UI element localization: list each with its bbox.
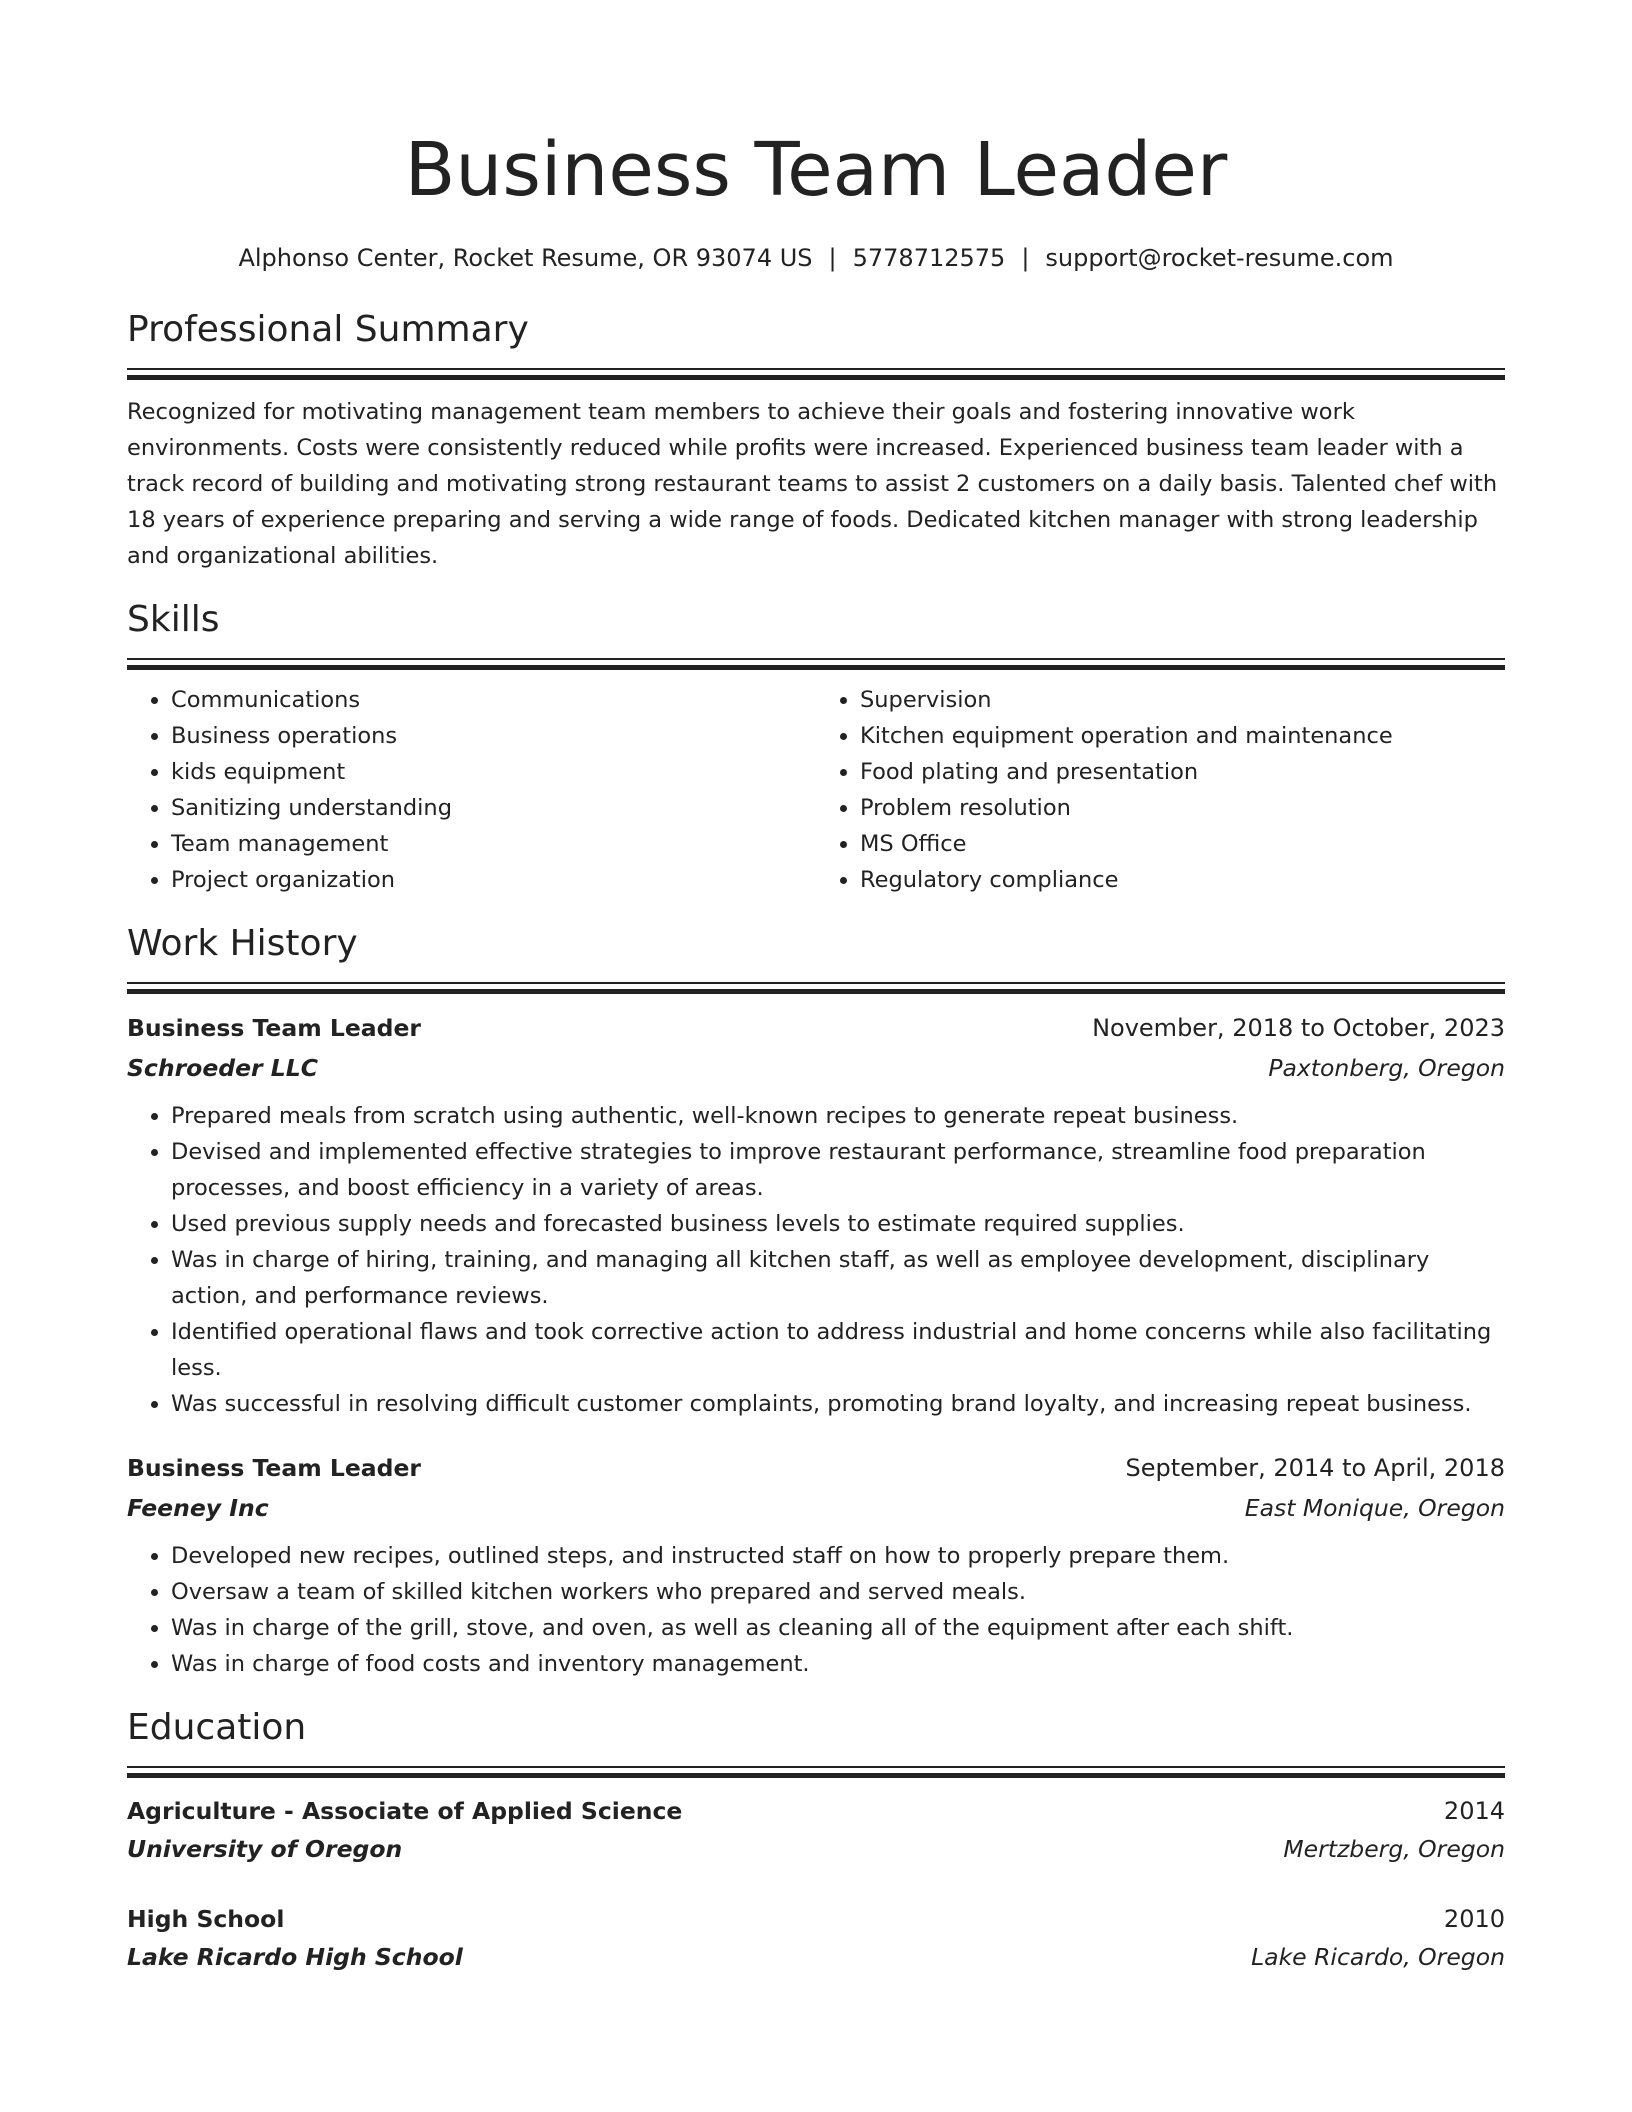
skills-column-left — [127, 682, 816, 898]
job-bullet: • Identified operational flaws and took corrective action to address industrial and home concerns while also facilitating less. — [171, 1314, 1505, 1386]
job-bullet: • Prepared meals from scratch using authentic, well-known recipes to generate repeat business. — [171, 1098, 1505, 1134]
education-location: Lake Ricardo, Oregon — [1251, 1943, 1505, 1971]
education-school: Lake Ricardo High School — [127, 1943, 463, 1971]
contact-email: support@rocket-resume.com — [1045, 244, 1394, 272]
section-divider — [127, 658, 1505, 670]
contact-address: Alphonso Center, Rocket Resume, OR 93074 US — [238, 244, 813, 272]
work-title: Work History — [127, 923, 358, 964]
job-dates: September, 2014 to April, 2018 — [1125, 1454, 1505, 1482]
job-title: Business Team Leader — [127, 1454, 422, 1482]
section-divider — [127, 368, 1505, 380]
job-dates: November, 2018 to October, 2023 — [1092, 1014, 1505, 1042]
skills-title: Skills — [127, 599, 220, 640]
job-header — [127, 1008, 1505, 1048]
contact-separator: | — [828, 244, 837, 272]
section-divider — [127, 982, 1505, 994]
summary-title: Professional Summary — [127, 309, 529, 350]
education-title: Education — [127, 1707, 307, 1748]
skill-item: • Regulatory compliance — [860, 862, 1505, 898]
job-bullets — [127, 1098, 1505, 1422]
education-header — [127, 1792, 1505, 1830]
job-location: East Monique, Oregon — [1244, 1494, 1505, 1522]
education-degree: High School — [127, 1905, 285, 1933]
education-entry — [127, 1792, 1505, 1868]
job-company: Feeney Inc — [127, 1494, 269, 1522]
skill-item: • Business operations — [171, 718, 816, 754]
skill-item: • Communications — [171, 682, 816, 718]
job-location: Paxtonberg, Oregon — [1268, 1054, 1505, 1082]
job-bullet: • Was in charge of the grill, stove, and oven, as well as cleaning all of the equipment after each shift. — [171, 1610, 1505, 1646]
skills-list — [127, 682, 1505, 898]
skill-item: • Problem resolution — [860, 790, 1505, 826]
section-divider — [127, 1766, 1505, 1778]
skill-item: • MS Office — [860, 826, 1505, 862]
job-bullet: • Devised and implemented effective strategies to improve restaurant performance, streamline food preparation processes, and boost efficiency in a variety of areas. — [171, 1134, 1505, 1206]
contact-line — [127, 242, 1505, 274]
education-subheader — [127, 1830, 1505, 1868]
skill-item: • Sanitizing understanding — [171, 790, 816, 826]
job-title: Business Team Leader — [127, 1014, 422, 1042]
contact-phone: 5778712575 — [852, 244, 1006, 272]
summary-section — [127, 306, 1505, 574]
skills-column-right — [816, 682, 1505, 898]
skill-item: • Team management — [171, 826, 816, 862]
skill-item: • kids equipment — [171, 754, 816, 790]
job-bullet: • Was in charge of food costs and inventory management. — [171, 1646, 1505, 1682]
education-year: 2010 — [1443, 1905, 1505, 1933]
education-year: 2014 — [1443, 1797, 1505, 1825]
education-school: University of Oregon — [127, 1835, 403, 1863]
job-subheader — [127, 1048, 1505, 1088]
job-bullet: • Developed new recipes, outlined steps, and instructed staff on how to properly prepare them. — [171, 1538, 1505, 1574]
education-location: Mertzberg, Oregon — [1283, 1835, 1505, 1863]
job-bullets — [127, 1538, 1505, 1682]
skill-item: • Supervision — [860, 682, 1505, 718]
resume-name: Business Team Leader — [404, 127, 1228, 213]
skills-section — [127, 596, 1505, 898]
summary-text: Recognized for motivating management team members to achieve their goals and fostering innovative work environments. Costs were consistently reduced while profits were increased. Experienced business team leader with a track record of building and motivating strong restaurant teams to assist 2 customers on a daily basis. Talented chef with 18 years of experience preparing and serving a wide range of foods. Dedicated kitchen manager with strong leadership and organizational abilities. — [127, 399, 1498, 569]
skill-item: • Project organization — [171, 862, 816, 898]
job-bullet: • Was in charge of hiring, training, and managing all kitchen staff, as well as employee development, disciplinary action, and performance reviews. — [171, 1242, 1505, 1314]
job-entry — [127, 1008, 1505, 1422]
education-section — [127, 1704, 1505, 1976]
job-header — [127, 1448, 1505, 1488]
job-bullet: • Oversaw a team of skilled kitchen workers who prepared and served meals. — [171, 1574, 1505, 1610]
skill-item: • Food plating and presentation — [860, 754, 1505, 790]
job-subheader — [127, 1488, 1505, 1528]
job-entry — [127, 1448, 1505, 1682]
education-header — [127, 1900, 1505, 1938]
job-bullet: • Was successful in resolving difficult customer complaints, promoting brand loyalty, and increasing repeat business. — [171, 1386, 1505, 1422]
job-company: Schroeder LLC — [127, 1054, 318, 1082]
education-degree: Agriculture - Associate of Applied Science — [127, 1797, 683, 1825]
job-bullet: • Used previous supply needs and forecasted business levels to estimate required supplies. — [171, 1206, 1505, 1242]
education-entry — [127, 1900, 1505, 1976]
skill-item: • Kitchen equipment operation and maintenance — [860, 718, 1505, 754]
work-section — [127, 920, 1505, 1682]
education-subheader — [127, 1938, 1505, 1976]
contact-separator: | — [1021, 244, 1030, 272]
